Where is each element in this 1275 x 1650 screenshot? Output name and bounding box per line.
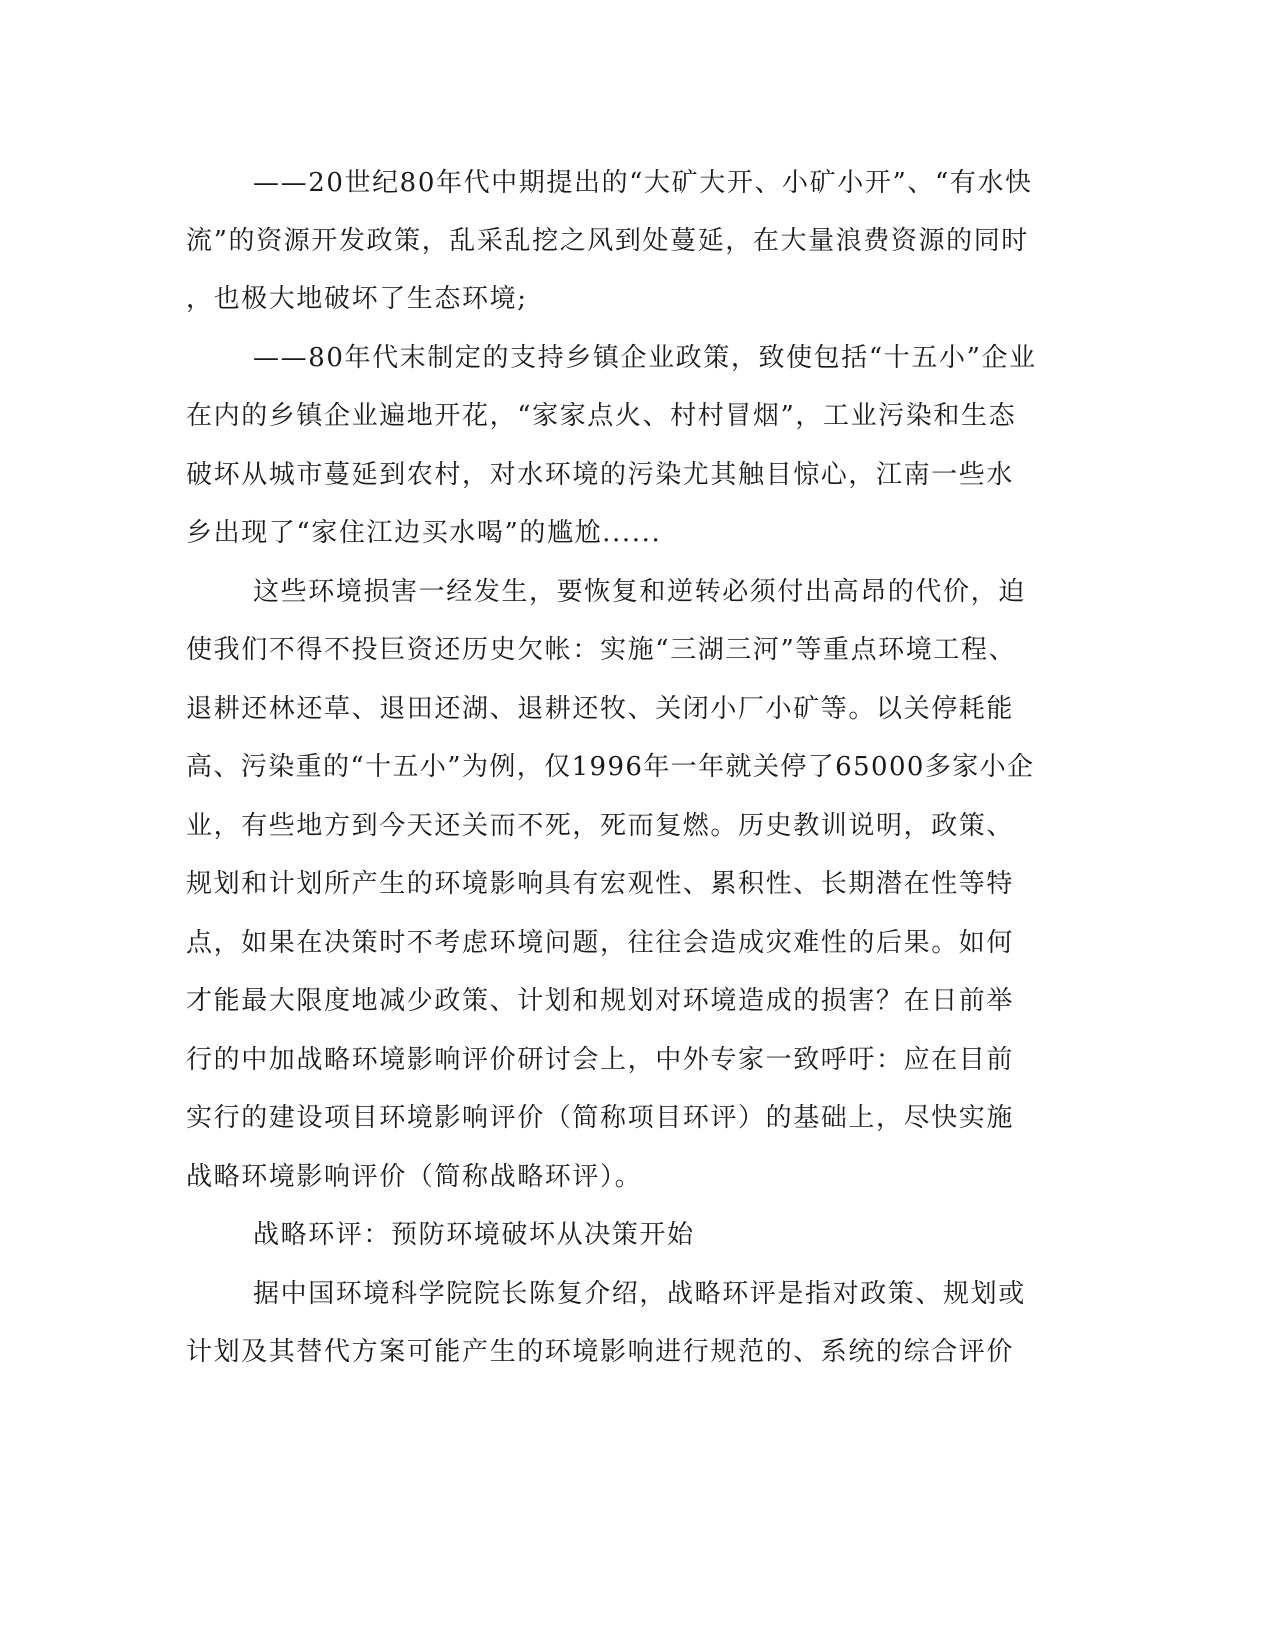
text-line: 业，有些地方到今天还关而不死，死而复燃。历史教训说明，政策、 (186, 811, 1015, 841)
text-line: 这些环境损害一经发生，要恢复和逆转必须付出高昂的代价，迫 (253, 577, 1026, 607)
text-line: 流”的资源开发政策，乱采乱挖之风到处蔓延，在大量浪费资源的同时 (186, 226, 1029, 256)
text-line: 乡出现了“家住江边买水喝”的尴尬...... (186, 518, 662, 548)
text-line: 战略环境影响评价（简称战略环评）。 (186, 1162, 643, 1192)
text-line: 计划及其替代方案可能产生的环境影响进行规范的、系统的综合评价 (186, 1337, 1015, 1367)
text-line: 在内的乡镇企业遍地开花，“家家点火、村村冒烟”，工业污染和生态 (186, 401, 1017, 431)
text-line: 破坏从城市蔓延到农村，对水环境的污染尤其触目惊心，江南一些水 (186, 460, 1015, 490)
text-line: 实行的建设项目环境影响评价（简称项目环评）的基础上，尽快实施 (186, 1103, 1015, 1133)
text-line: ，也极大地破坏了生态环境; (186, 284, 528, 314)
text-line: 才能最大限度地减少政策、计划和规划对环境造成的损害？在日前举 (186, 986, 1015, 1016)
text-line: 高、污染重的“十五小”为例，仅1996年一年就关停了65000多家小企 (186, 752, 1035, 782)
text-line: 使我们不得不投巨资还历史欠帐：实施“三湖三河”等重点环境工程、 (186, 635, 1017, 665)
text-line: ——20世纪80年代中期提出的“大矿大开、小矿小开”、“有水快 (253, 168, 1033, 198)
text-line: 规划和计划所产生的环境影响具有宏观性、累积性、长期潜在性等特 (186, 869, 1015, 899)
text-line: 点，如果在决策时不考虑环境问题，往往会造成灾难性的后果。如何 (186, 928, 1015, 958)
text-line: 退耕还林还草、退田还湖、退耕还牧、关闭小厂小矿等。以关停耗能 (186, 694, 1015, 724)
text-line: ——80年代末制定的支持乡镇企业政策，致使包括“十五小”企业 (253, 343, 1037, 373)
text-line: 据中国环境科学院院长陈复介绍，战略环评是指对政策、规划或 (253, 1279, 1026, 1309)
text-line: 行的中加战略环境影响评价研讨会上，中外专家一致呼吁：应在目前 (186, 1045, 1015, 1075)
section-heading: 战略环评：预防环境破坏从决策开始 (253, 1220, 695, 1250)
